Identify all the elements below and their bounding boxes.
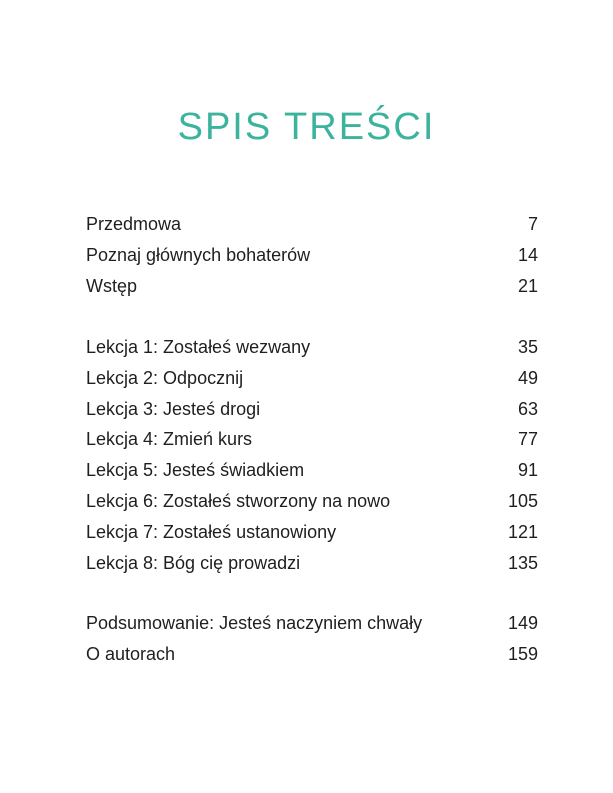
toc-entry bbox=[86, 608, 538, 639]
toc-entry-page-number: 77 bbox=[517, 429, 538, 450]
toc-entry-page-number: 14 bbox=[517, 244, 538, 265]
toc-entry bbox=[86, 639, 538, 670]
toc-entry-title: Lekcja 8: Bóg cię prowadzi bbox=[86, 552, 301, 573]
toc-entry bbox=[86, 271, 538, 302]
toc-entry bbox=[86, 363, 538, 394]
toc-entry-page-number: 149 bbox=[507, 613, 538, 633]
toc-entry-title: Przedmowa bbox=[86, 214, 182, 234]
toc-entry-title: Wstęp bbox=[86, 275, 138, 296]
toc-entry bbox=[86, 424, 538, 455]
toc-entry bbox=[86, 455, 538, 486]
toc-entry-title: Lekcja 6: Zostałeś stworzony na nowo bbox=[86, 490, 391, 511]
toc-entry bbox=[86, 209, 538, 240]
toc-entry bbox=[86, 517, 538, 548]
toc-entry-title: Poznaj głównych bohaterów bbox=[86, 244, 311, 265]
toc-entry-page-number: 121 bbox=[507, 521, 538, 542]
toc-entry bbox=[86, 486, 538, 517]
toc-entry bbox=[86, 332, 538, 363]
toc-entry-title: Lekcja 3: Jesteś drogi bbox=[86, 398, 261, 419]
toc-entry-title: Lekcja 4: Zmień kurs bbox=[86, 429, 253, 450]
toc-entry-page-number: 91 bbox=[517, 460, 538, 481]
toc-entry-page-number: 63 bbox=[517, 398, 538, 419]
toc-entry-title: O autorach bbox=[86, 643, 176, 664]
toc-entry-page-number: 159 bbox=[507, 643, 538, 664]
toc-entry-page-number: 21 bbox=[517, 275, 538, 296]
toc-entry-page-number: 105 bbox=[507, 490, 538, 511]
toc-entry-title: Lekcja 1: Zostałeś wezwany bbox=[86, 337, 311, 357]
toc-group-front-matter bbox=[86, 209, 538, 301]
toc-entry-page-number: 7 bbox=[527, 214, 538, 234]
toc-entry-title: Lekcja 2: Odpocznij bbox=[86, 367, 244, 388]
toc-entry-title: Podsumowanie: Jesteś naczyniem chwały bbox=[86, 613, 423, 633]
page-title: SPIS TREŚCI bbox=[177, 106, 436, 148]
toc-entry bbox=[86, 394, 538, 425]
toc-entry bbox=[86, 548, 538, 579]
toc-entry-title: Lekcja 5: Jesteś świadkiem bbox=[86, 460, 305, 481]
toc-group-back-matter bbox=[86, 608, 538, 670]
toc-entry bbox=[86, 240, 538, 271]
toc-group-lessons bbox=[86, 332, 538, 578]
toc-entry-title: Lekcja 7: Zostałeś ustanowiony bbox=[86, 521, 337, 542]
toc-entry-page-number: 49 bbox=[517, 367, 538, 388]
toc-entry-page-number: 35 bbox=[517, 337, 538, 357]
toc-entry-page-number: 135 bbox=[507, 552, 538, 573]
